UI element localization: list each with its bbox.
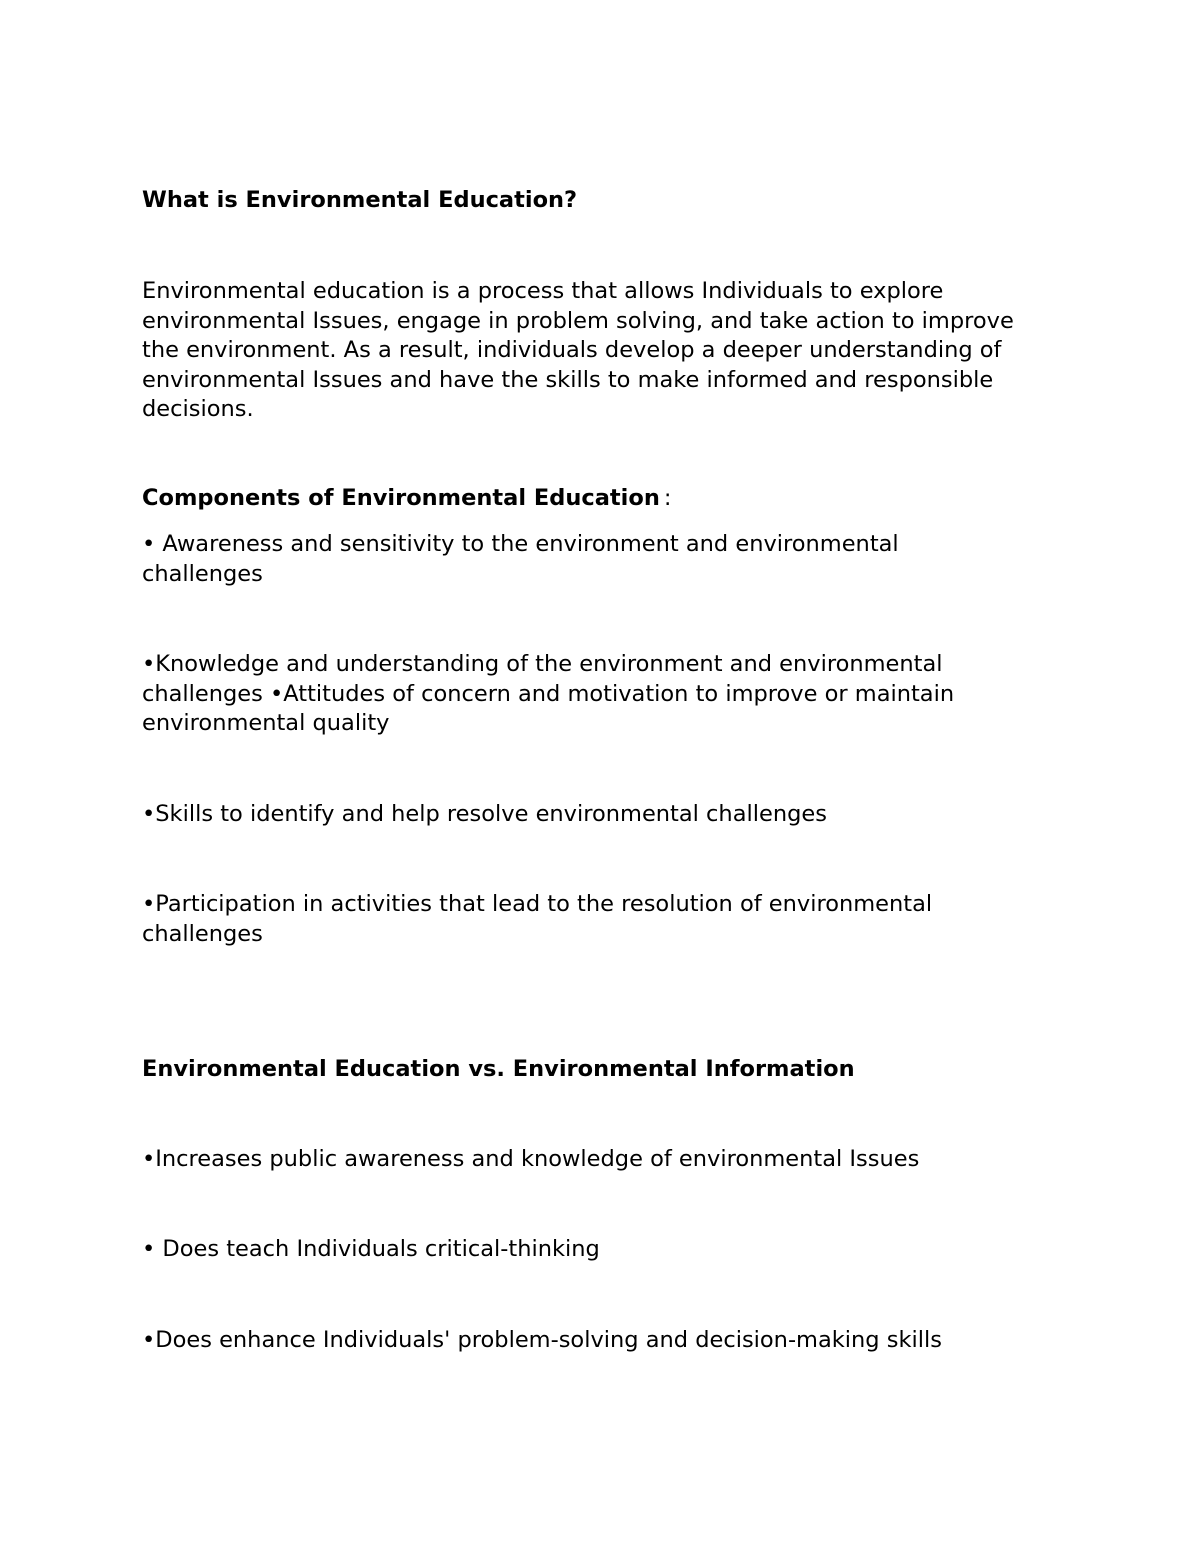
paragraph-line: Environmental education is a process that allows Individuals to explore [142,278,944,304]
document-page [142,0,1102,1553]
list-item-line: •Does enhance Individuals' problem-solving and decision-making skills [142,1327,942,1353]
section-heading-components [142,484,671,514]
list-item-line: challenges [142,920,263,947]
list-item [142,1145,919,1175]
list-item-line: • Does teach Individuals critical-thinking [142,1236,600,1262]
list-item-line: •Skills to identify and help resolve environmental challenges [142,801,827,827]
paragraph-line: the environment. As a result, individuals develop a deeper understanding of [142,337,1002,363]
list-item [142,530,899,589]
paragraph-line: decisions. [142,396,254,422]
paragraph-line: environmental Issues, engage in problem solving, and take action to improve [142,307,1014,334]
list-item [142,890,932,949]
list-item-line: •Increases public awareness and knowledge of environmental Issues [142,1146,920,1172]
list-item [142,1326,942,1356]
list-item-line: challenges •Attitudes of concern and motivation to improve or maintain [142,680,955,707]
section-heading-ee-vs-ei: Environmental Education vs. Environmental Information [142,1056,855,1082]
list-item-line: •Participation in activities that lead to the resolution of environmental [142,891,933,917]
section-heading-what-is-ee: What is Environmental Education? [142,187,578,213]
list-item-line: environmental quality [142,710,390,736]
list-item [142,650,954,739]
list-item [142,800,827,830]
components-heading-colon: : [663,485,672,511]
components-heading-text: Components of Environmental Education [142,485,660,511]
intro-paragraph [142,277,1014,425]
list-item-line: • Awareness and sensitivity to the environment and environmental [142,531,899,557]
list-item [142,1235,600,1265]
list-item-line: •Knowledge and understanding of the environment and environmental [142,651,943,677]
list-item-line: challenges [142,560,263,587]
paragraph-line: environmental Issues and have the skills to make informed and responsible [142,366,994,393]
